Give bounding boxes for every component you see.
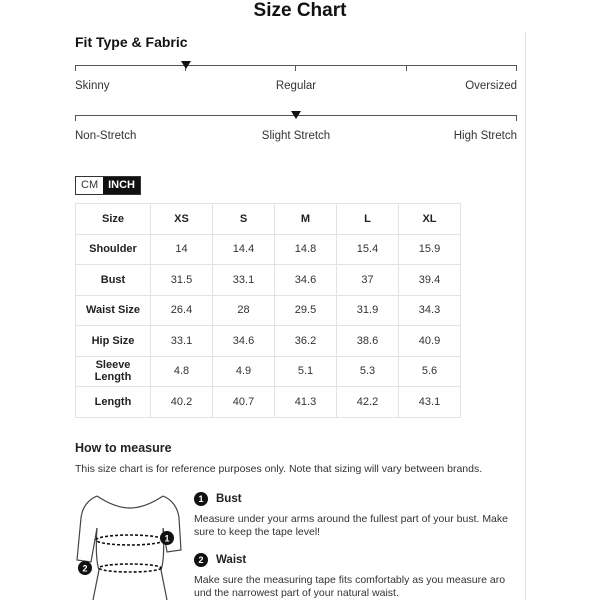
row-label: Sleeve Length — [76, 356, 151, 387]
table-row — [76, 234, 461, 265]
fit-scale-tick — [75, 65, 76, 71]
table-cell: 43.1 — [399, 387, 461, 418]
fit-label-oversized: Oversized — [465, 80, 517, 92]
fit-label-skinny: Skinny — [75, 80, 110, 92]
stretch-scale-tick — [75, 115, 76, 121]
table-cell: 34.3 — [399, 295, 461, 326]
measure-title: Waist — [216, 554, 247, 566]
fit-scale-labels — [75, 80, 517, 96]
fit-scale-tick — [295, 65, 296, 71]
fit-scale-tick — [406, 65, 407, 71]
table-header-cell: XS — [151, 204, 213, 235]
table-cell: 34.6 — [213, 326, 275, 357]
table-row — [76, 326, 461, 357]
table-row — [76, 356, 461, 387]
stretch-label-high: High Stretch — [453, 130, 517, 142]
how-to-measure-heading: How to measure — [75, 441, 172, 455]
table-row — [76, 265, 461, 296]
table-cell: 28 — [213, 295, 275, 326]
figure-marker-1: 1 — [164, 533, 170, 544]
table-header-row — [76, 204, 461, 235]
table-cell: 31.9 — [337, 295, 399, 326]
stretch-scale-marker-icon — [291, 111, 301, 119]
measure-item-waist — [194, 553, 514, 600]
table-cell: 14 — [151, 234, 213, 265]
measure-item-bust — [194, 492, 514, 539]
stretch-label-non: Non-Stretch — [75, 130, 137, 142]
row-label: Shoulder — [76, 234, 151, 265]
unit-inch-button[interactable]: INCH — [103, 177, 140, 194]
table-row — [76, 387, 461, 418]
fit-label-regular: Regular — [275, 80, 317, 92]
table-cell: 15.4 — [337, 234, 399, 265]
stretch-scale — [75, 112, 517, 122]
table-cell: 4.9 — [213, 356, 275, 387]
table-cell: 14.4 — [213, 234, 275, 265]
table-cell: 34.6 — [275, 265, 337, 296]
table-cell: 26.4 — [151, 295, 213, 326]
table-cell: 39.4 — [399, 265, 461, 296]
table-cell: 42.2 — [337, 387, 399, 418]
table-cell: 15.9 — [399, 234, 461, 265]
row-label: Length — [76, 387, 151, 418]
measure-description: Measure under your arms around the fullest part of your bust. Make sure to keep the tape level! — [194, 513, 508, 538]
table-cell: 4.8 — [151, 356, 213, 387]
measure-title: Bust — [216, 493, 242, 505]
table-row — [76, 295, 461, 326]
table-cell: 5.3 — [337, 356, 399, 387]
table-cell: 41.3 — [275, 387, 337, 418]
stretch-scale-labels — [75, 130, 517, 146]
table-cell: 5.1 — [275, 356, 337, 387]
garment-figure — [75, 488, 185, 600]
fit-scale-marker-icon — [181, 61, 191, 69]
fit-type-heading: Fit Type & Fabric — [75, 34, 188, 50]
table-cell: 29.5 — [275, 295, 337, 326]
fit-scale-tick — [516, 65, 517, 71]
number-1-icon: 1 — [194, 492, 208, 506]
figure-marker-2: 2 — [82, 563, 88, 574]
table-cell: 40.9 — [399, 326, 461, 357]
table-cell: 31.5 — [151, 265, 213, 296]
table-header-cell: M — [275, 204, 337, 235]
table-cell: 37 — [337, 265, 399, 296]
size-table — [75, 203, 461, 418]
stretch-label-slight: Slight Stretch — [261, 130, 331, 142]
row-label: Waist Size — [76, 295, 151, 326]
table-header-cell: L — [337, 204, 399, 235]
page-title: Size Chart — [253, 0, 347, 21]
table-header-cell: S — [213, 204, 275, 235]
table-cell: 36.2 — [275, 326, 337, 357]
panel-divider — [525, 32, 526, 600]
table-cell: 40.7 — [213, 387, 275, 418]
table-header-cell: Size — [76, 204, 151, 235]
stretch-scale-tick — [516, 115, 517, 121]
table-cell: 14.8 — [275, 234, 337, 265]
row-label: Bust — [76, 265, 151, 296]
table-cell: 5.6 — [399, 356, 461, 387]
table-cell: 40.2 — [151, 387, 213, 418]
measure-description: Make sure the measuring tape fits comfortably as you measure aro und the narrowest part of your natural waist. — [194, 574, 506, 599]
table-cell: 33.1 — [151, 326, 213, 357]
row-label: Hip Size — [76, 326, 151, 357]
table-cell: 33.1 — [213, 265, 275, 296]
table-cell: 38.6 — [337, 326, 399, 357]
unit-toggle — [75, 176, 141, 195]
fit-scale — [75, 62, 517, 72]
table-header-cell: XL — [399, 204, 461, 235]
how-to-measure-note: This size chart is for reference purposes only. Note that sizing will vary between brands. — [75, 463, 483, 475]
number-2-icon: 2 — [194, 553, 208, 567]
garment-outline-icon — [75, 488, 185, 600]
fit-scale-bar — [75, 65, 517, 66]
unit-cm-button[interactable]: CM — [76, 177, 103, 194]
